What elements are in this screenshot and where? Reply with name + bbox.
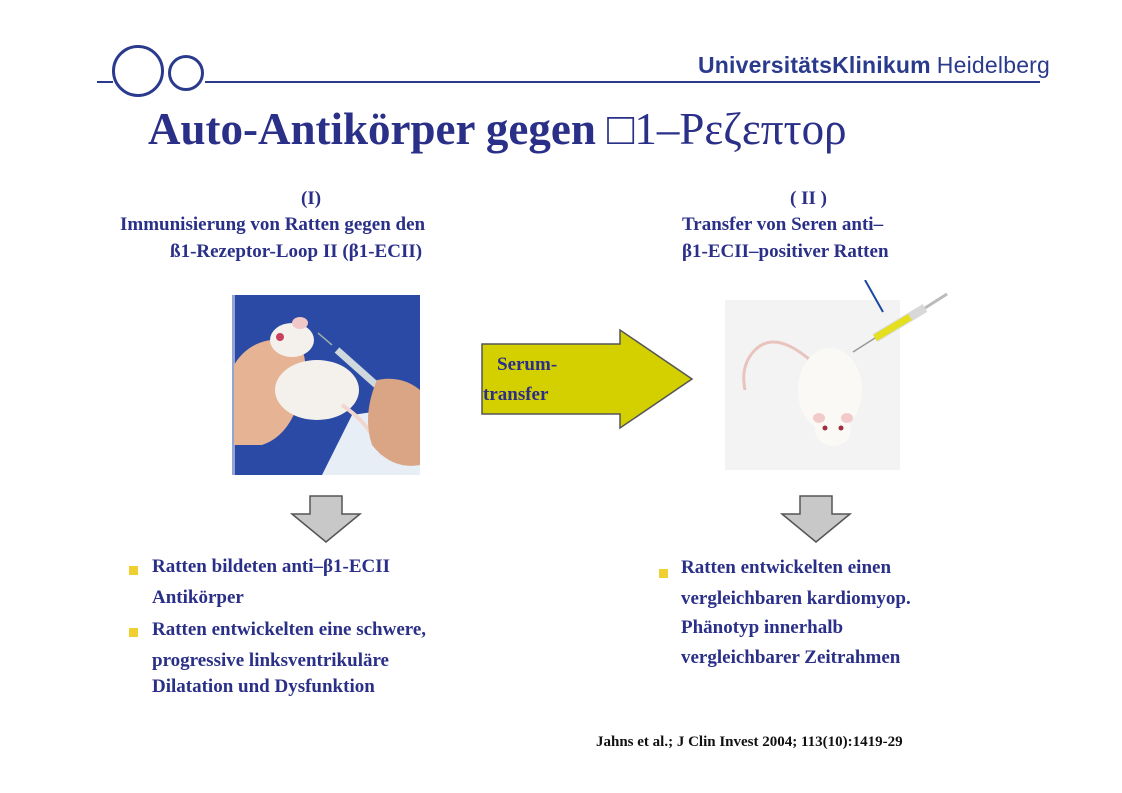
bullet-marker [129, 628, 138, 637]
left-bullet2-line1: Ratten entwickelten eine schwere, [152, 619, 427, 640]
logo-line-right [205, 81, 1040, 83]
logo-circle-small [168, 55, 204, 91]
left-bullet1-line1: Ratten bildeten anti–β1-ECII [152, 556, 391, 577]
brand-light: Heidelberg [936, 52, 1051, 78]
left-heading-line1: Immunisierung von Ratten gegen den [120, 214, 426, 235]
left-bullet1-line2: Antikörper [152, 587, 244, 608]
rat-injection-photo [232, 295, 420, 475]
right-bullet-line1: Ratten entwickelten einen [681, 557, 892, 578]
left-bullet2-line3: Dilatation und Dysfunktion [152, 676, 375, 697]
right-bullet-line2: vergleichbaren kardiomyop. [681, 588, 911, 609]
page-title [148, 103, 847, 155]
right-bullet-line4: vergleichbarer Zeitrahmen [681, 647, 901, 668]
right-bullet-line3: Phänotyp innerhalb [681, 617, 844, 638]
citation: Jahns et al.; J Clin Invest 2004; 113(10):1419-29 [596, 734, 903, 750]
serum-transfer-arrow [480, 328, 696, 430]
down-arrow-left [290, 494, 362, 544]
rat-with-syringe-photo [725, 280, 950, 470]
logo-line-left [97, 81, 113, 83]
title-greek: □1–Ρεζεπτορ [607, 104, 847, 154]
left-bullet2-line2: progressive linksventrikuläre [152, 650, 389, 671]
bullet-marker [659, 569, 668, 578]
arrow-label-line2: transfer [483, 384, 549, 405]
brand-bold: UniversitätsKlinikum [698, 52, 931, 78]
logo-circle-large [112, 45, 164, 97]
left-heading-line2: ß1-Rezeptor-Loop II (β1-ECII) [170, 241, 423, 262]
left-heading-number: (I) [301, 188, 322, 209]
right-heading-line1: Transfer von Seren anti– [682, 214, 884, 235]
down-arrow-right [780, 494, 852, 544]
brand-name [698, 52, 1050, 79]
right-heading-line2: β1-ECII–positiver Ratten [682, 241, 889, 262]
right-heading-number: ( II ) [790, 188, 827, 209]
title-text: Auto-Antikörper gegen [148, 104, 608, 154]
arrow-label-line1: Serum- [497, 354, 558, 375]
bullet-marker [129, 566, 138, 575]
